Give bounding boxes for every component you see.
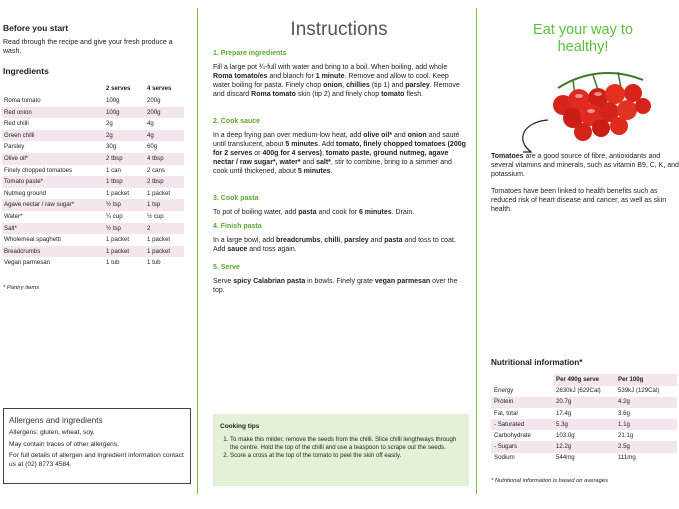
ingredient-row-cell: Tomato paste* (2, 176, 104, 188)
cooking-tips-box (213, 414, 469, 486)
before-you-start-text: Read through the recipe and give your fresh produce a wash. (3, 39, 173, 56)
ingredient-row-cell: Green chilli (2, 130, 104, 142)
step-1-title: 1. Prepare ingredients (213, 50, 287, 57)
nutrition-footnote: * Nutritional information is based on averages (491, 478, 608, 484)
curved-arrow-icon (523, 120, 548, 152)
ingredient-row (2, 107, 184, 119)
ingredients-header-row (2, 82, 184, 95)
step-5-title: 5. Serve (213, 264, 240, 271)
ingredient-row-cell: 1 packet (106, 236, 130, 244)
ingredient-row (2, 118, 184, 130)
step-2-title: 2. Cook sauce (213, 118, 261, 125)
nutrition-row-cell: 103.0g (556, 432, 575, 440)
nutrition-body (491, 386, 677, 464)
ingredient-row-cell: ½ tsp (104, 223, 145, 235)
ingredient-row-cell: Olive oil* (2, 153, 104, 165)
ingredient-row-cell: 4g (147, 120, 154, 128)
nutrition-row-cell: Sodium (494, 454, 515, 462)
ingredient-row (2, 95, 184, 107)
nutrition-row (491, 441, 677, 452)
ingredient-row-cell: 1 tub (147, 259, 161, 267)
step-4-text: In a large bowl, add breadcrumbs, chilli, parsley and pasta and toss to coat. Add sauce and toss again. (213, 237, 456, 254)
ingredient-row-cell: 1 packet (145, 246, 184, 258)
nutrition-heading: Nutritional information* (491, 358, 583, 367)
nutrition-row-cell: 1.1g (615, 419, 677, 430)
nutrition-row (491, 386, 677, 397)
ingredient-row-cell: 2g (104, 130, 145, 142)
pantry-note: * Pantry items (3, 285, 40, 291)
tomatoes-bold: Tomatoes (491, 153, 524, 160)
nutrition-row (491, 397, 677, 408)
tomatoes-icon (553, 84, 651, 141)
ingredient-row-cell: 100g (106, 96, 120, 104)
ingredient-row (2, 130, 184, 142)
ingredient-row-cell: 2 cans (147, 166, 165, 174)
before-you-start-heading: Before you start (3, 23, 69, 33)
ingredient-row-cell: Red onion (2, 107, 104, 119)
nutrition-row-cell: Carbohydrate (494, 432, 531, 440)
nutrition-row-cell: 4.2g (615, 397, 677, 408)
ingredient-row-cell: Vegan parmesan (4, 259, 51, 267)
nutrition-row-cell: 12.2g (553, 441, 615, 452)
per-100g-header: Per 100g (615, 374, 677, 386)
cooking-tip-1: 1. To make this milder, remove the seeds from the chilli. Slice chilli lengthways through the centre. Hold the top of the chilli and use a teaspoon to scrape out the seeds. (230, 436, 462, 452)
nutrition-row (491, 419, 677, 430)
ingredient-row-cell: 2 tbsp (145, 176, 184, 188)
allergens-traces: May contain traces of other allergens. (9, 440, 119, 448)
ingredient-row (2, 223, 184, 235)
ingredient-row (2, 153, 184, 165)
ingredient-row-cell: ¼ cup (106, 212, 123, 220)
per-serve-header: Per 490g serve (553, 374, 615, 386)
ingredient-row (2, 176, 184, 188)
allergens-heading: Allergens and ingredients (9, 415, 103, 425)
step-5-text: Serve spicy Calabrian pasta in bowls. Finely grate vegan parmesan over the top. (213, 278, 458, 295)
nutrition-row-cell: - Sugars (491, 441, 553, 452)
ingredients-heading: Ingredients (3, 66, 49, 76)
nutrition-row-cell: 539kJ (129Cal) (618, 387, 660, 395)
ingredient-row-cell: 1 packet (104, 246, 145, 258)
nutrition-row-cell: 5.3g (553, 419, 615, 430)
ingredient-row (2, 165, 184, 177)
nutrition-row-cell: 2630kJ (629Cal) (556, 387, 601, 395)
cooking-tips-heading: Cooking tips (220, 423, 260, 430)
ingredient-row-cell: Water* (4, 212, 23, 220)
ingredient-row (2, 211, 184, 223)
nutrition-row-cell: 17.4g (556, 409, 572, 417)
ingredients-body (2, 95, 184, 269)
allergens-contact: For full details of allergen and ingredient information contact us at (02) 8773 4584. (9, 452, 184, 469)
instructions-title: Instructions (290, 19, 388, 40)
ingredient-row-cell: 200g (147, 96, 161, 104)
ingredient-row-cell: 1 packet (106, 189, 130, 197)
nutrition-row-cell: Fat, total (494, 409, 518, 417)
ingredient-row-cell: 2 tbsp (104, 153, 145, 165)
ingredient-row (2, 199, 184, 211)
nutrition-row-cell: 2.5g (615, 441, 677, 452)
ingredient-row (2, 257, 184, 269)
nutrition-row (491, 453, 677, 464)
ingredient-row-cell: ½ cup (147, 212, 164, 220)
nutrition-row-cell: 3.6g (618, 409, 630, 417)
nutrient-col-header (491, 374, 553, 386)
ingredient-row-cell: Nutmeg ground (4, 189, 47, 197)
nutrition-row (491, 430, 677, 441)
ingredient-row-cell: Finely chopped tomatoes (4, 166, 73, 174)
ingredient-row (2, 246, 184, 258)
nutrition-header-row (491, 374, 677, 386)
ingredient-row-cell: Agave nectar / raw sugar* (2, 199, 104, 211)
ingredient-row-cell: 200g (145, 107, 184, 119)
ingredient-row-cell: 2 (145, 223, 184, 235)
step-1-text: Fill a large pot ¾-full with water and bring to a boil. When boiling, add whole Roma tomato/es and blanch for 1 minute. Remove and allow to cool. Keep water boiling for pasta. Finely chop onion, chillies (tip 1) and parsley. Remove and discard Roma tomato skin (tip 2) and finely chop tomato flesh. (213, 64, 460, 99)
nutrition-row-cell: 544mg (556, 454, 575, 462)
ingredient-row-cell: Breadcrumbs (2, 246, 104, 258)
nutrition-row-cell: 111mg (618, 454, 636, 462)
ingredient-row-cell: Roma tomato (4, 96, 41, 104)
nutrition-row-cell: 20.7g (553, 397, 615, 408)
ingredient-row-cell: Wholemeal spaghetti (4, 236, 61, 244)
ingredient-row-cell: 60g (147, 143, 158, 151)
allergens-box (3, 408, 191, 484)
ingredient-row-cell: 1 packet (147, 189, 171, 197)
ingredient-row (2, 188, 184, 200)
ingredient-row-cell: 1 packet (147, 236, 171, 244)
nutrition-row-cell: Protein (491, 397, 553, 408)
ingredient-row-cell: 4 tbsp (145, 153, 184, 165)
tomato-benefits-text: Tomatoes are a good source of fibre, antioxidants and several vitamins and minerals, such as vitamin B9, C, K, and potassium. (491, 153, 679, 179)
step-3-title: 3. Cook pasta (213, 195, 259, 202)
nutrition-row-cell: 21.1g (618, 432, 634, 440)
left-column (0, 0, 194, 509)
cooking-tip-2: 2. Score a cross at the top of the tomato to peel the skin off easily. (230, 452, 462, 460)
column-divider-right (476, 8, 477, 494)
ingredient-row-cell: 1 tub (106, 259, 120, 267)
four-serves-header: 4 serves (147, 84, 172, 92)
ingredient-row-cell: 4g (145, 130, 184, 142)
ingredient-row-cell: ½ tsp (104, 199, 145, 211)
ingredient-row-cell: 1 can (106, 166, 121, 174)
tomato-health-text: Tomatoes have been linked to health benefits such as reduced risk of heart disease and cancer, as well as skin health. (491, 188, 667, 214)
ingredient-row-cell: Parsley (4, 143, 25, 151)
instructions-column (205, 0, 473, 509)
nutrition-row-cell: Energy (494, 387, 514, 395)
eat-healthy-heading: Eat your way to healthy! (533, 22, 633, 56)
nutrition-table (491, 374, 677, 464)
ingredient-row-cell: 100g (104, 107, 145, 119)
right-column (483, 0, 679, 509)
ingredient-col-header (2, 82, 104, 95)
ingredient-row-cell: 1 tbsp (104, 176, 145, 188)
ingredient-row-cell: 30g (106, 143, 117, 151)
ingredient-row-cell: Red chilli (4, 120, 29, 128)
column-divider-left (197, 8, 198, 494)
step-4-title: 4. Finish pasta (213, 223, 262, 230)
cooking-tips-list (220, 436, 462, 460)
ingredient-row-cell: 1 tsp (145, 199, 184, 211)
ingredients-table (2, 82, 184, 269)
ingredient-row-cell: 2g (106, 120, 113, 128)
two-serves-header: 2 serves (106, 84, 131, 92)
nutrition-row-cell: - Saturated (491, 419, 553, 430)
allergens-list: Allergens: gluten, wheat, soy. (9, 429, 95, 437)
step-2-text: In a deep frying pan over medium-low heat, add olive oil* and onion and sauté until translucent, about 5 minutes. Add tomato, finely chopped tomatoes (200g for 2 serves or 400g for 4 serves), tomato paste, ground nutmeg, agave nectar / raw sugar*, water* and salt*, stir to combine, bring to a simmer and cook until thickened, about 5 minutes. (213, 132, 466, 176)
ingredient-row (2, 141, 184, 153)
nutrition-row (491, 408, 677, 419)
step-3-text: To pot of boiling water, add pasta and cook for 6 minutes. Drain. (213, 209, 415, 216)
ingredient-row-cell: Salt* (2, 223, 104, 235)
ingredient-row (2, 234, 184, 246)
